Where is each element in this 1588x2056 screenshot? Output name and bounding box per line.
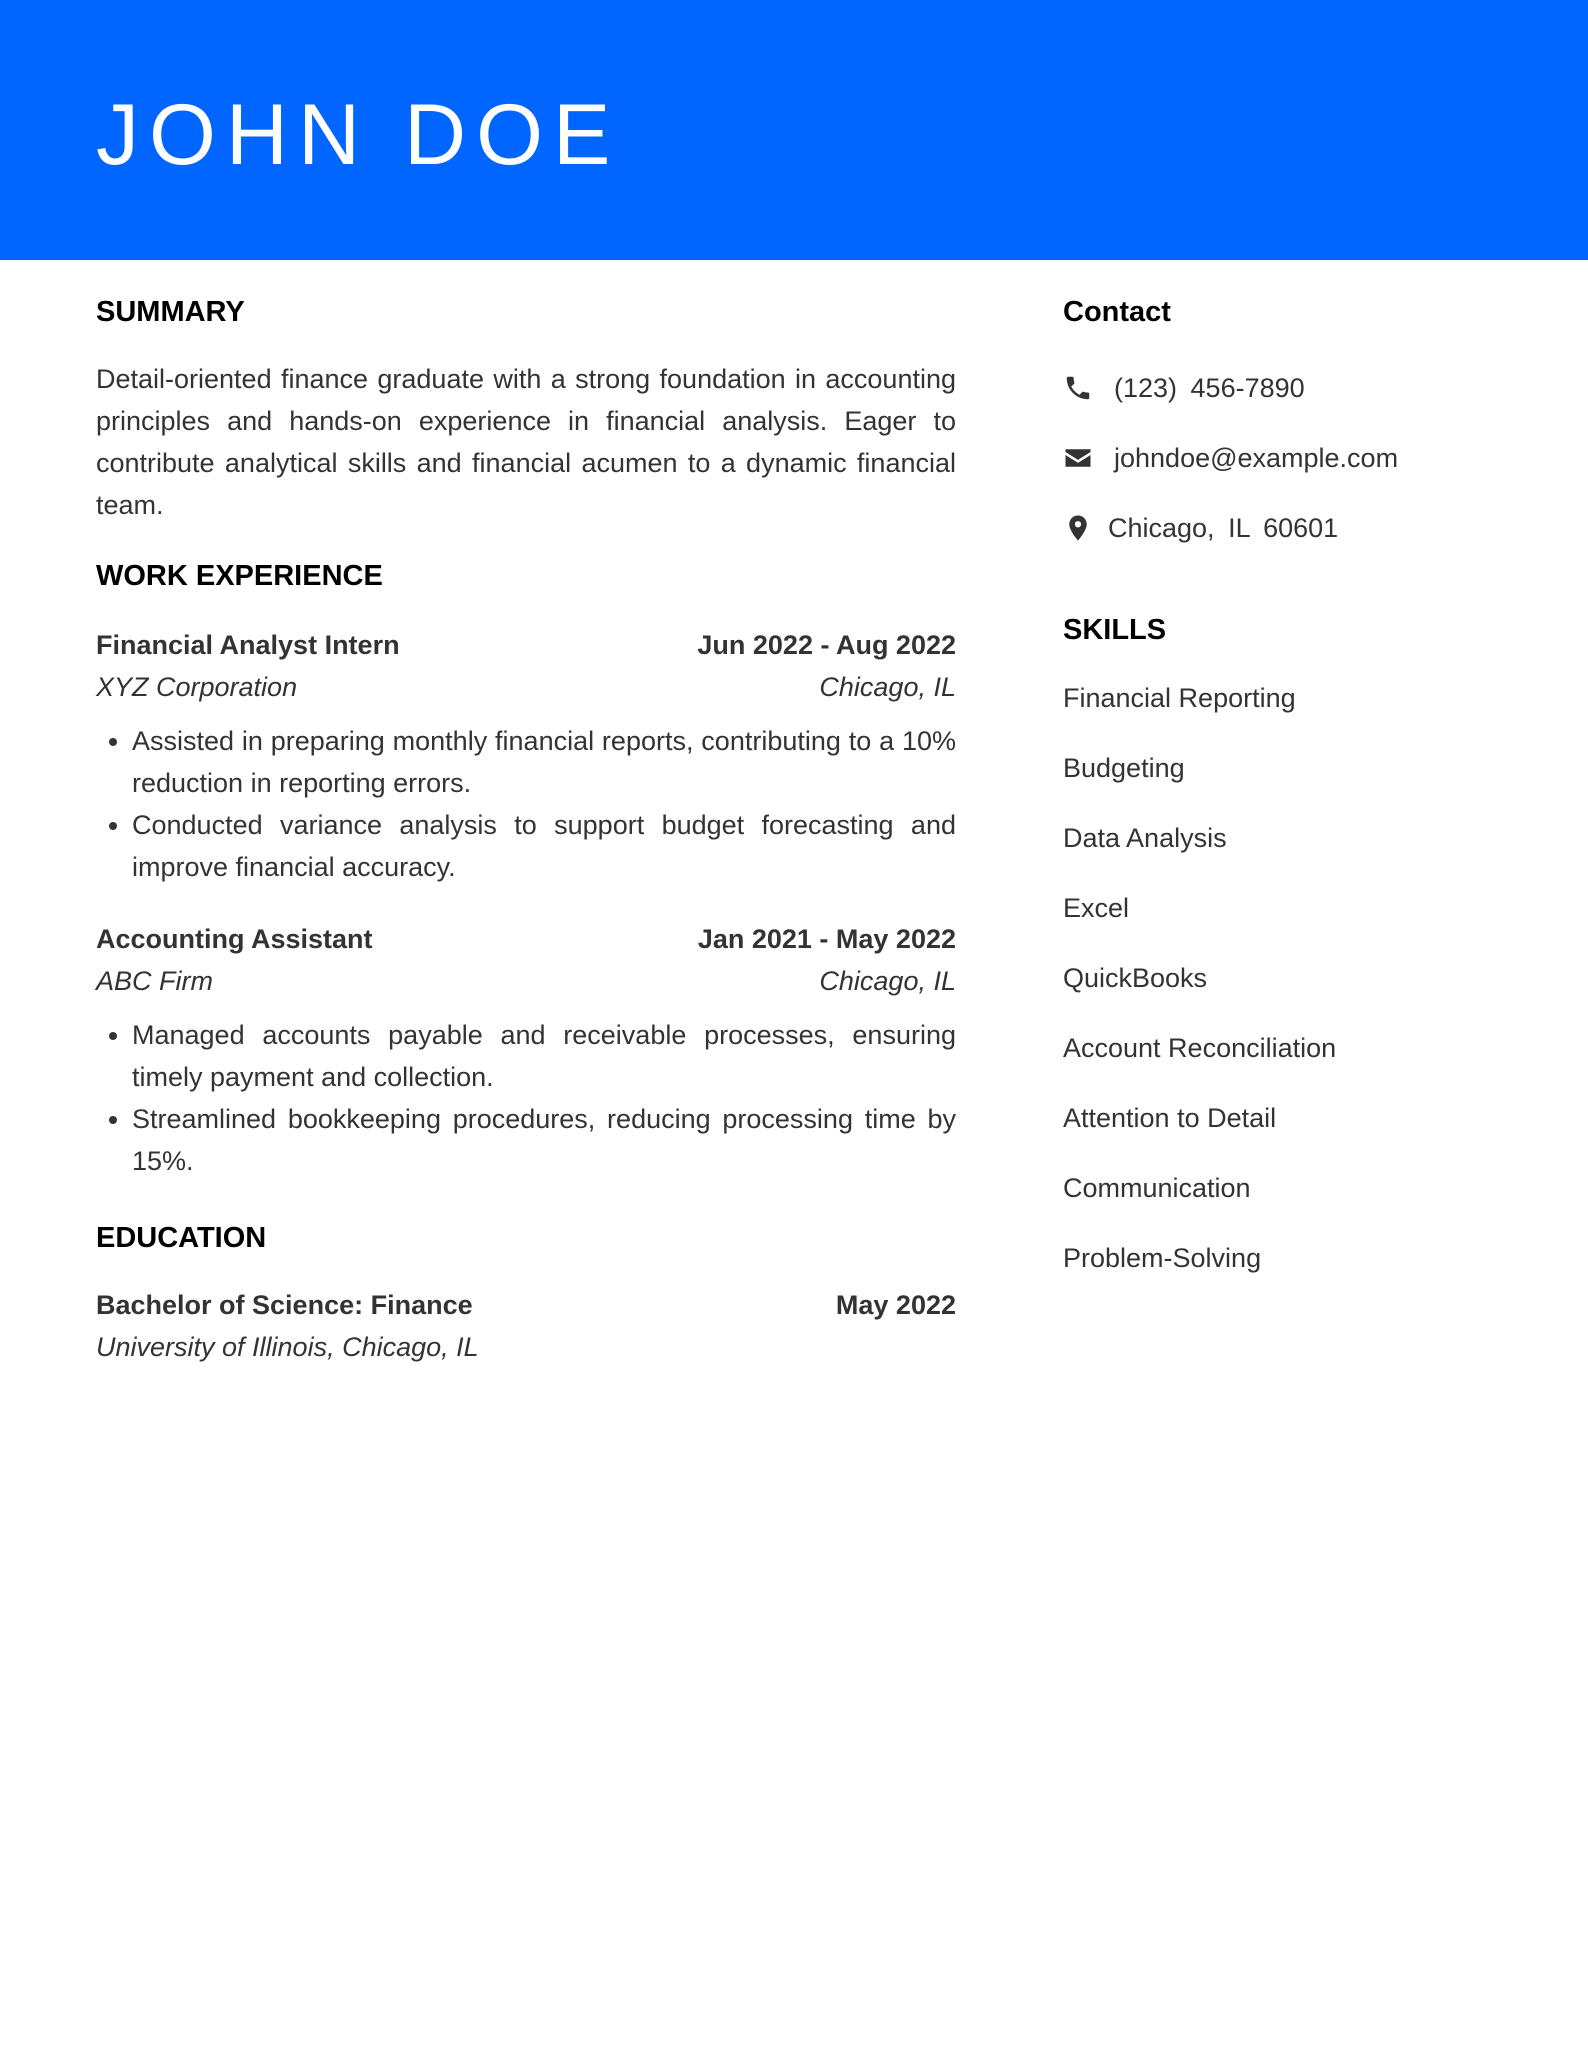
job-company: ABC Firm [96, 966, 213, 996]
contact-location [1063, 508, 1493, 548]
candidate-name: JOHN DOE [96, 87, 621, 183]
skill-item: Communication [1063, 1173, 1251, 1203]
map-pin-icon [1063, 513, 1093, 543]
job-bullet: • Managed accounts payable and receivable processes, ensuring timely payment and collection. [132, 1014, 956, 1098]
skills-list [1063, 678, 1493, 1278]
main-column [96, 292, 956, 1368]
school: University of Illinois, Chicago, IL [96, 1332, 479, 1362]
email-address: johndoe@example.com [1114, 443, 1399, 473]
degree: Bachelor of Science: Finance [96, 1290, 473, 1320]
job-role: Financial Analyst Intern [96, 630, 400, 660]
education-entry [96, 1284, 956, 1368]
skill-item: Financial Reporting [1063, 683, 1296, 713]
header-banner [0, 0, 1588, 260]
skill-item: Problem-Solving [1063, 1243, 1262, 1273]
summary-heading: SUMMARY [96, 296, 245, 328]
skill-item: QuickBooks [1063, 963, 1208, 993]
skill-item: Data Analysis [1063, 823, 1227, 853]
summary-text: Detail-oriented finance graduate with a strong foundation in accounting principles and hands-on experience in financial analysis. Eager to contribute analytical skills and financial acumen to a dynamic financial team. [96, 364, 956, 520]
job-location: Chicago, IL [819, 672, 956, 702]
job-location: Chicago, IL [819, 966, 956, 996]
job-role: Accounting Assistant [96, 924, 373, 954]
side-column [1063, 292, 1493, 1278]
skill-item: Budgeting [1063, 753, 1185, 783]
location-text: Chicago, IL 60601 [1108, 513, 1339, 543]
job-bullets [96, 1014, 956, 1182]
skill-item: Excel [1063, 893, 1130, 923]
education-heading: EDUCATION [96, 1222, 267, 1254]
skills-heading: SKILLS [1063, 614, 1167, 646]
job-bullet: • Conducted variance analysis to support budget forecasting and improve financial accuracy. [132, 804, 956, 888]
job-dates: Jan 2021 - May 2022 [697, 924, 956, 954]
skill-item: Account Reconciliation [1063, 1033, 1337, 1063]
skill-item: Attention to Detail [1063, 1103, 1277, 1133]
contact-email [1063, 438, 1493, 478]
job-dates: Jun 2022 - Aug 2022 [697, 630, 956, 660]
job-company: XYZ Corporation [96, 672, 298, 702]
graduation-date: May 2022 [835, 1290, 956, 1320]
job-bullets [96, 720, 956, 888]
job-entry [96, 624, 956, 888]
phone-icon [1063, 373, 1093, 403]
contact-phone [1063, 368, 1493, 408]
work-experience-heading: WORK EXPERIENCE [96, 560, 383, 592]
job-entry [96, 918, 956, 1182]
phone-number: (123) 456-7890 [1114, 373, 1305, 403]
job-bullet: • Streamlined bookkeeping procedures, reducing processing time by 15%. [132, 1098, 956, 1182]
envelope-icon [1063, 443, 1093, 473]
job-bullet: • Assisted in preparing monthly financial reports, contributing to a 10% reduction in reporting errors. [132, 720, 956, 804]
contact-heading: Contact [1063, 296, 1171, 328]
